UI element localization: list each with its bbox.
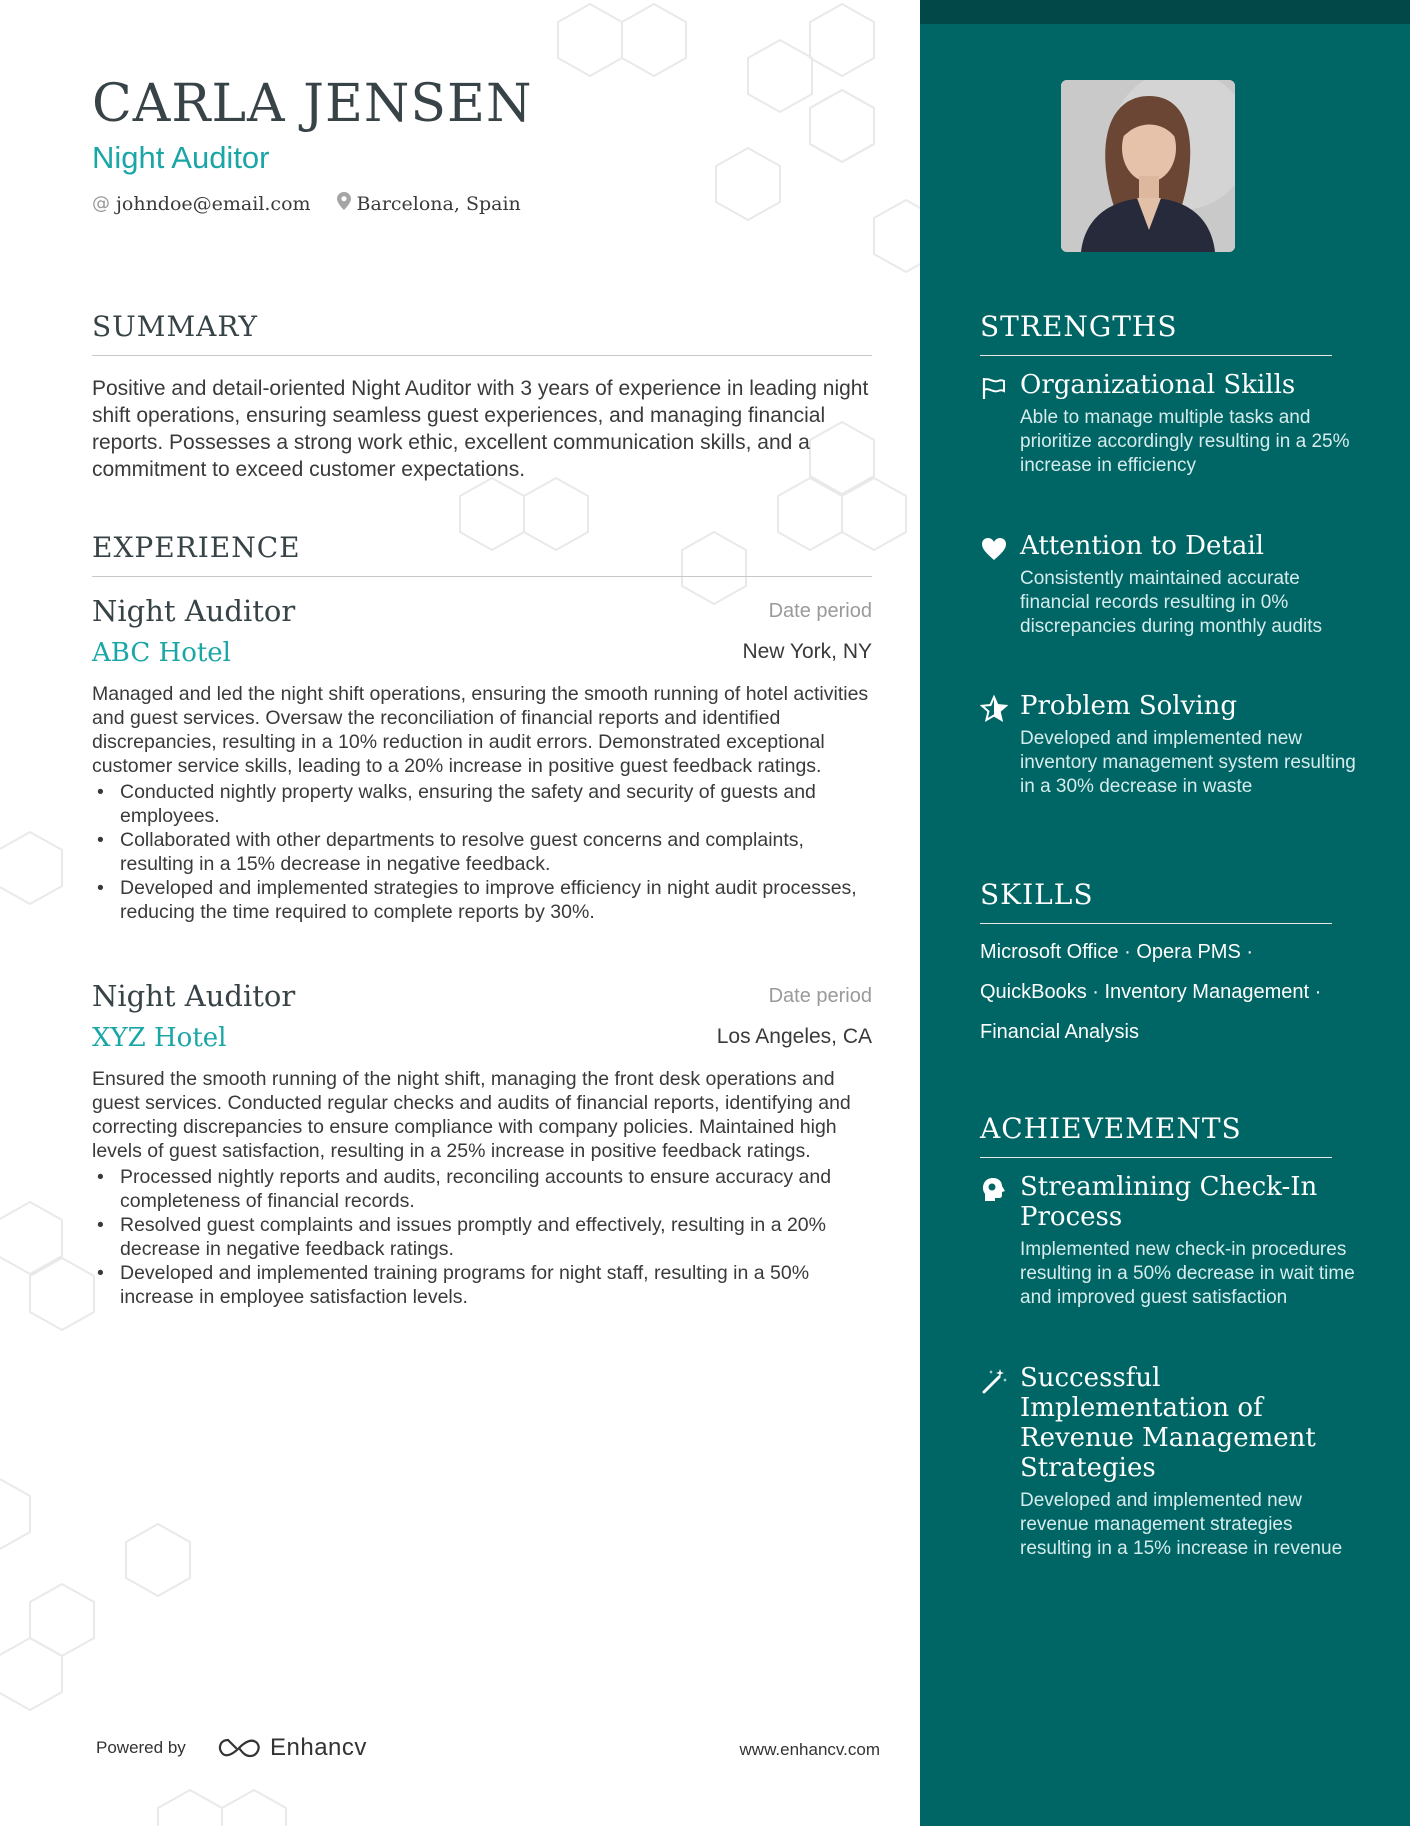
profile-photo-illustration <box>1061 80 1235 252</box>
strengths-heading: STRENGTHS <box>980 310 1332 356</box>
achievement-text: Developed and implemented new revenue management strategies resulting in a 15% increase in revenue <box>1020 1490 1343 1559</box>
achievement-text: Implemented new check-in procedures resulting in a 50% decrease in wait time and improved guest satisfaction <box>1020 1239 1355 1308</box>
achievement-title: Successful Implementation of Revenue Management Strategies <box>1020 1363 1316 1483</box>
list-item: • Conducted nightly property walks, ensuring the safety and security of guests and employees. <box>92 780 872 828</box>
achievement-title: Streamlining Check-In Process <box>1020 1172 1318 1232</box>
star-icon <box>980 695 1008 723</box>
job-bullets <box>92 780 872 924</box>
profile-photo <box>1061 80 1235 252</box>
achievements-heading: ACHIEVEMENTS <box>980 1112 1332 1158</box>
strength-text: Developed and implemented new inventory management system resulting in a 30% decrease in waste <box>1020 728 1356 797</box>
skills-list <box>980 932 1380 1052</box>
email-item[interactable] <box>92 193 311 215</box>
contact-info <box>92 192 547 215</box>
company-name: XYZ Hotel <box>92 1023 227 1053</box>
brain-head-icon <box>980 1176 1008 1204</box>
skills-heading: SKILLS <box>980 878 1332 924</box>
strength-item-2 <box>980 531 1360 639</box>
list-item: • Developed and implemented strategies to improve efficiency in night audit processes, reducing the time required to complete reports by 30%. <box>92 876 872 924</box>
job-location: Los Angeles, CA <box>716 1025 872 1048</box>
summary-text: Positive and detail-oriented Night Auditor with 3 years of experience in leading night shift operations, ensuring seamless guest experiences, and managing financial reports. Possesses a strong work ethic, excellent communication skills, and a commitment to exceed customer expectations. <box>92 377 869 481</box>
job-date: Date period <box>768 985 872 1007</box>
brand-name: Enhancv <box>270 1734 367 1761</box>
strength-item-3 <box>980 691 1360 799</box>
enhancv-logo-icon <box>216 1736 262 1760</box>
magic-wand-icon <box>980 1367 1008 1395</box>
achievement-item-1 <box>980 1172 1360 1310</box>
candidate-name: CARLA JENSEN <box>92 74 533 134</box>
job-title: Night Auditor <box>92 594 296 628</box>
sidebar <box>920 0 1410 1826</box>
email-text: johndoe@email.com <box>116 192 311 215</box>
experience-entry-2 <box>92 979 872 1309</box>
job-bullets <box>92 1165 872 1309</box>
job-description: Managed and led the night shift operations, ensuring the smooth running of hotel activities and guest services. Oversaw the reconciliation of financial reports and identified discrepancies, resulting in a 10% reduction in audit errors. Demonstrated exceptional customer service skills, leading to a 20% increase in positive guest feedback ratings. <box>92 683 869 777</box>
location-pin-icon <box>337 192 351 215</box>
candidate-role: Night Auditor <box>92 140 270 175</box>
skills-line: QuickBooks · Inventory Management · <box>980 981 1322 1003</box>
experience-heading: EXPERIENCE <box>92 531 872 577</box>
strength-title: Problem Solving <box>1020 691 1238 721</box>
company-name: ABC Hotel <box>92 638 232 668</box>
location-text: Barcelona, Spain <box>356 192 521 215</box>
flag-icon <box>980 374 1008 402</box>
website-link[interactable]: www.enhancv.com <box>739 1740 880 1759</box>
experience-entry-1 <box>92 594 872 924</box>
summary-heading: SUMMARY <box>92 310 872 356</box>
enhancv-logo[interactable] <box>216 1734 367 1762</box>
job-description: Ensured the smooth running of the night shift, managing the front desk operations and guest services. Conducted regular checks and audits of financial reports, identifying and correcting discrepancies to ensure compliance with company policies. Maintained high levels of guest satisfaction, resulting in a 25% increase in positive feedback ratings. <box>92 1068 851 1162</box>
list-item: • Collaborated with other departments to resolve guest concerns and complaints, resulting in a 15% decrease in negative feedback. <box>92 828 872 876</box>
skills-line: Financial Analysis <box>980 1021 1139 1043</box>
skills-line: Microsoft Office · Opera PMS · <box>980 941 1254 963</box>
strength-title: Organizational Skills <box>1020 370 1296 400</box>
strength-item-1 <box>980 370 1360 478</box>
heart-icon <box>980 535 1008 563</box>
sidebar-top-band <box>920 0 1410 24</box>
footer <box>96 1736 880 1766</box>
job-location: New York, NY <box>742 640 872 663</box>
at-sign-icon: @ <box>92 193 110 214</box>
job-date: Date period <box>768 600 872 622</box>
strength-text: Consistently maintained accurate financial records resulting in 0% discrepancies during monthly audits <box>1020 568 1323 637</box>
list-item: • Processed nightly reports and audits, reconciling accounts to ensure accuracy and completeness of financial records. <box>92 1165 872 1213</box>
achievement-item-2 <box>980 1363 1360 1561</box>
powered-by-text: Powered by <box>96 1738 186 1757</box>
location-item <box>337 192 521 215</box>
list-item: • Resolved guest complaints and issues promptly and effectively, resulting in a 20% decrease in negative feedback ratings. <box>92 1213 872 1261</box>
strength-title: Attention to Detail <box>1020 531 1264 561</box>
list-item: • Developed and implemented training programs for night staff, resulting in a 50% increase in employee satisfaction levels. <box>92 1261 872 1309</box>
job-title: Night Auditor <box>92 979 296 1013</box>
strength-text: Able to manage multiple tasks and prioritize accordingly resulting in a 25% increase in efficiency <box>1020 407 1350 476</box>
